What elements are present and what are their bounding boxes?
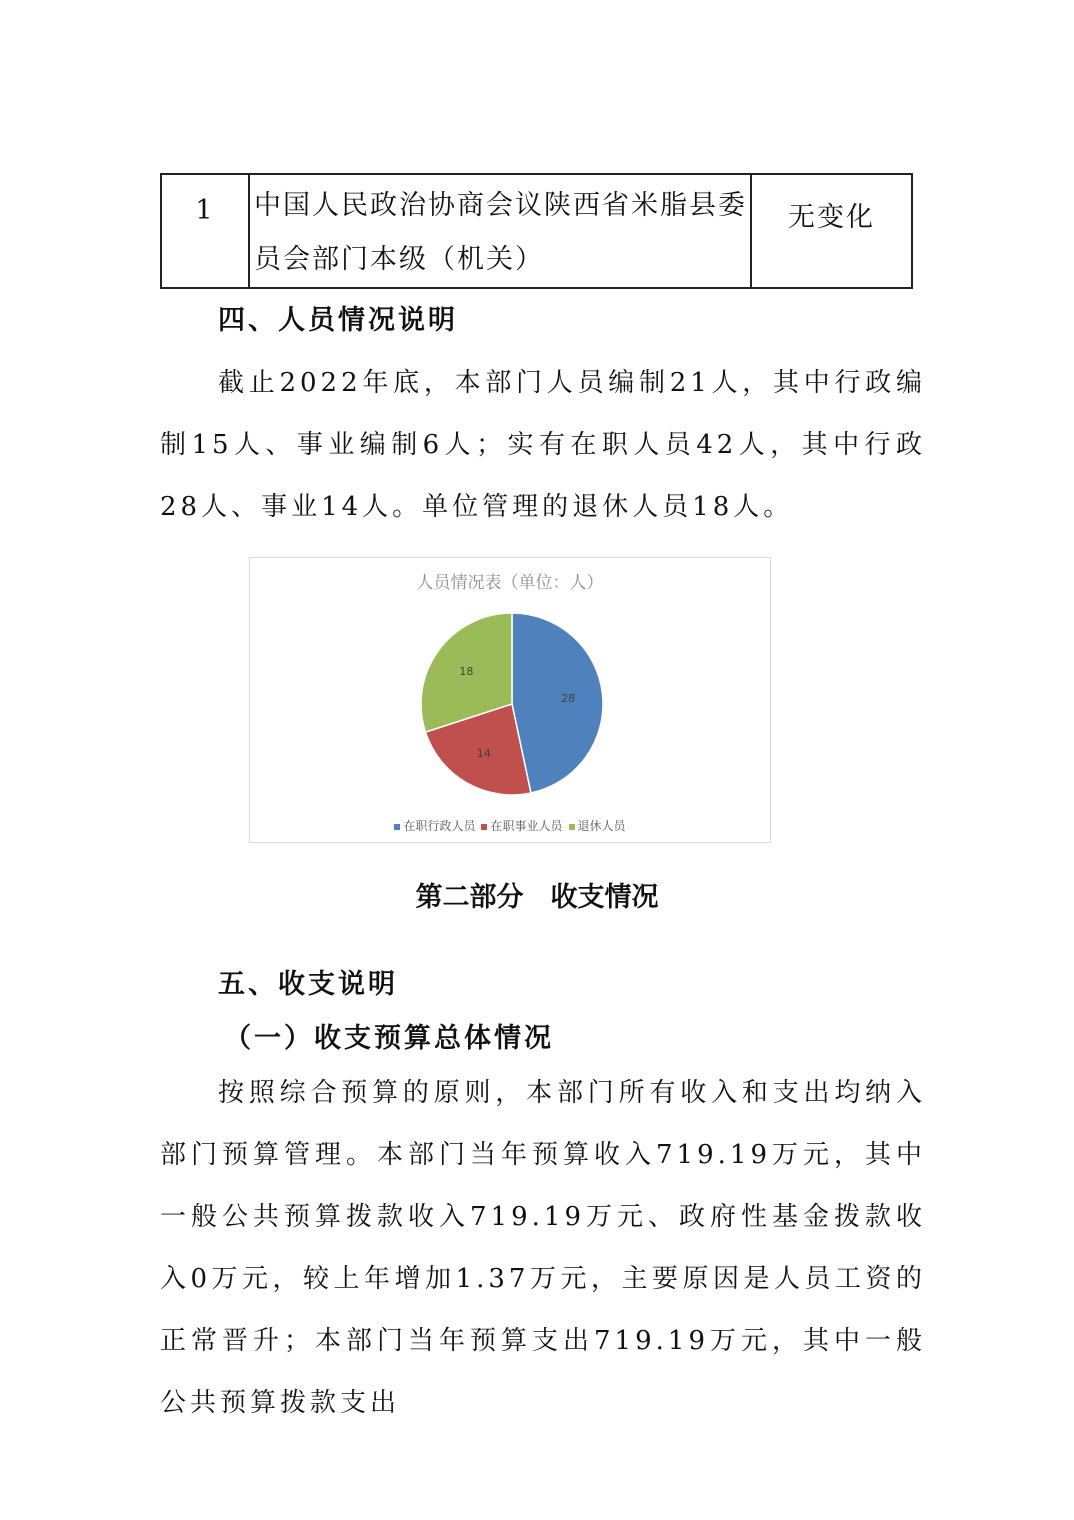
legend-label: 退休人员	[577, 819, 626, 833]
section5-paragraph: 按照综合预算的原则，本部门所有收入和支出均纳入部门预算管理。本部门当年预算收入719.19万元，其中一般公共预算拨款收入719.19万元、政府性基金拨款收入0万元，较上年增加1.37万元，主要原因是人员工资的正常晋升；本部门当年预算支出719.19万元，其中一般公共预算拨款支出	[160, 1078, 926, 1418]
slice-data-label: 18	[459, 664, 474, 678]
legend-label: 在职事业人员	[490, 819, 563, 833]
slice-data-label: 14	[476, 746, 491, 760]
chart-title: 人员情况表（单位：人）	[416, 573, 604, 593]
legend-swatch	[569, 824, 575, 830]
change-status: 无变化	[751, 174, 912, 288]
row-number: 1	[161, 174, 249, 288]
staff-pie-chart	[249, 557, 771, 843]
unit-table	[160, 173, 913, 289]
legend-swatch	[394, 824, 400, 830]
unit-name: 中国人民政治协商会议陕西省米脂县委员会部门本级（机关）	[249, 174, 751, 288]
legend-item	[394, 819, 475, 833]
pie-svg	[250, 558, 770, 842]
section5-heading: 五、收支说明	[218, 969, 398, 1000]
part2-title: 第二部分 收支情况	[415, 882, 659, 913]
legend-item	[569, 819, 626, 833]
legend-label: 在职行政人员	[403, 819, 476, 833]
section5-subheading: （一）收支预算总体情况	[224, 1023, 554, 1054]
chart-legend	[250, 817, 770, 834]
slice-data-label: 28	[561, 692, 576, 706]
table-row	[161, 174, 912, 288]
section4-paragraph: 截止2022年底，本部门人员编制21人，其中行政编制15人、事业编制6人；实有在职人员42人，其中行政28人、事业14人。单位管理的退休人员18人。	[160, 368, 926, 522]
legend-item	[481, 819, 562, 833]
legend-swatch	[481, 824, 487, 830]
section4-heading: 四、人员情况说明	[218, 305, 458, 336]
